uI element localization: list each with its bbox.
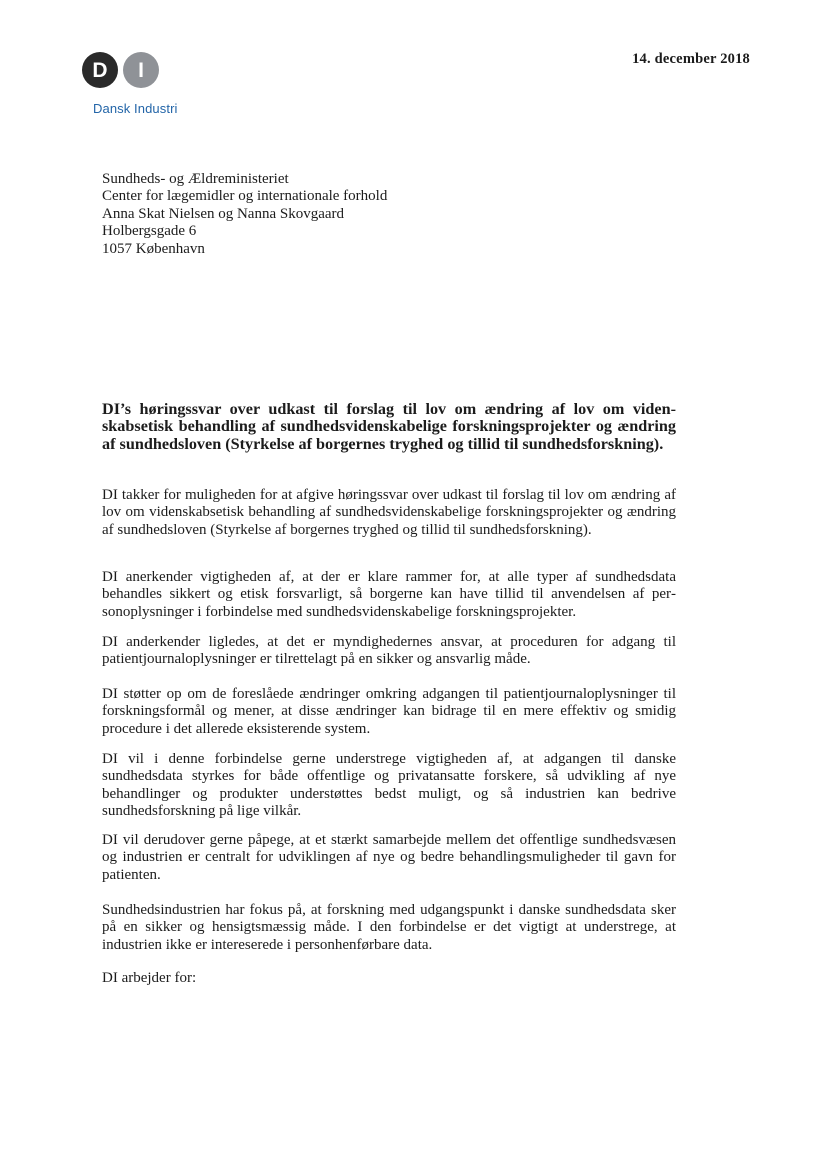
brand-name: Dansk Industri	[93, 101, 178, 116]
di-logo	[82, 52, 162, 88]
logo-letter-d: D	[82, 52, 118, 88]
paragraph-authority: DI anderkender ligledes, at det er myndighedernes ansvar, at proceduren for adgang til patientjournaloplysninger er tilrettelagt på en sikker og ansvarlig måde.	[102, 634, 676, 668]
paragraph-industry-focus: Sundhedsindustrien har fokus på, at forskning med udgangspunkt i danske sundhedsdata sker på en sikker og hensigtsmæssig måde. I den forbindelse er det vigtigt at understrege, at industrien ikke er intereserede i personhenførbare data.	[102, 902, 676, 953]
address-line-department: Center for lægemidler og internationale forhold	[102, 188, 388, 205]
paragraph-access: DI vil i denne forbindelse gerne understrege vigtigheden af, at adgangen til danske sundhedsdata styrkes for både offentlige og privatansatte forskere, så udvikling af nye behandlinger og produkter understøttes bedst muligt, og så industrien kan bedrive sundhedsforskning på lige vilkår.	[102, 751, 676, 819]
paragraph-intro: DI takker for muligheden for at afgive høringssvar over udkast til forslag til lov om ændring af lov om videnskabsetisk behandling af sundhedsvidenskabelige forskningsprojekter og ændring af sundhedsloven (Styrkelse af borgernes tryghed og tillid til sundhedsforskning).	[102, 487, 676, 538]
recipient-address	[102, 171, 387, 258]
paragraph-di-works-for: DI arbejder for:	[102, 970, 197, 986]
letter-heading: DI’s høringssvar over udkast til forslag til lov om ændring af lov om videnskabsetisk behandling af sundhedsvidenskabelige forskningsprojekter og ændring af sundhedsloven (Styrkelse af borgernes tryghed og tillid til sundhedsforskning).	[102, 400, 676, 453]
paragraph-cooperation: DI vil derudover gerne påpege, at et stærkt samarbejde mellem det offentlige sundhedsvæsen og industrien er centralt for udviklingen af nye og bedre behandlingsmuligheder til gavn for patienten.	[102, 832, 676, 883]
logo-letter-i: I	[123, 52, 159, 88]
letter-date: 14. december 2018	[632, 51, 750, 67]
address-line-street: Holbergsgade 6	[102, 223, 197, 240]
address-line-recipients: Anna Skat Nielsen og Nanna Skovgaard	[102, 205, 345, 222]
paragraph-recognition: DI anerkender vigtigheden af, at der er klare rammer for, at alle typer af sundhedsdata behandles sikkert og etisk forsvarligt, så borgerne kan have tillid til anvendelsen af personoplysninger i forbindelse med sundhedsvidenskabelige forskningsprojekter.	[102, 569, 676, 620]
address-line-city: 1057 København	[102, 240, 205, 257]
address-line-ministry: Sundheds- og Ældreministeriet	[102, 171, 289, 187]
paragraph-support: DI støtter op om de foreslåede ændringer omkring adgangen til patientjournaloplysninger til forskningsformål og mener, at disse ændringer kan bidrage til en mere effektiv og smidig procedure i det allerede eksisterende system.	[102, 686, 676, 737]
